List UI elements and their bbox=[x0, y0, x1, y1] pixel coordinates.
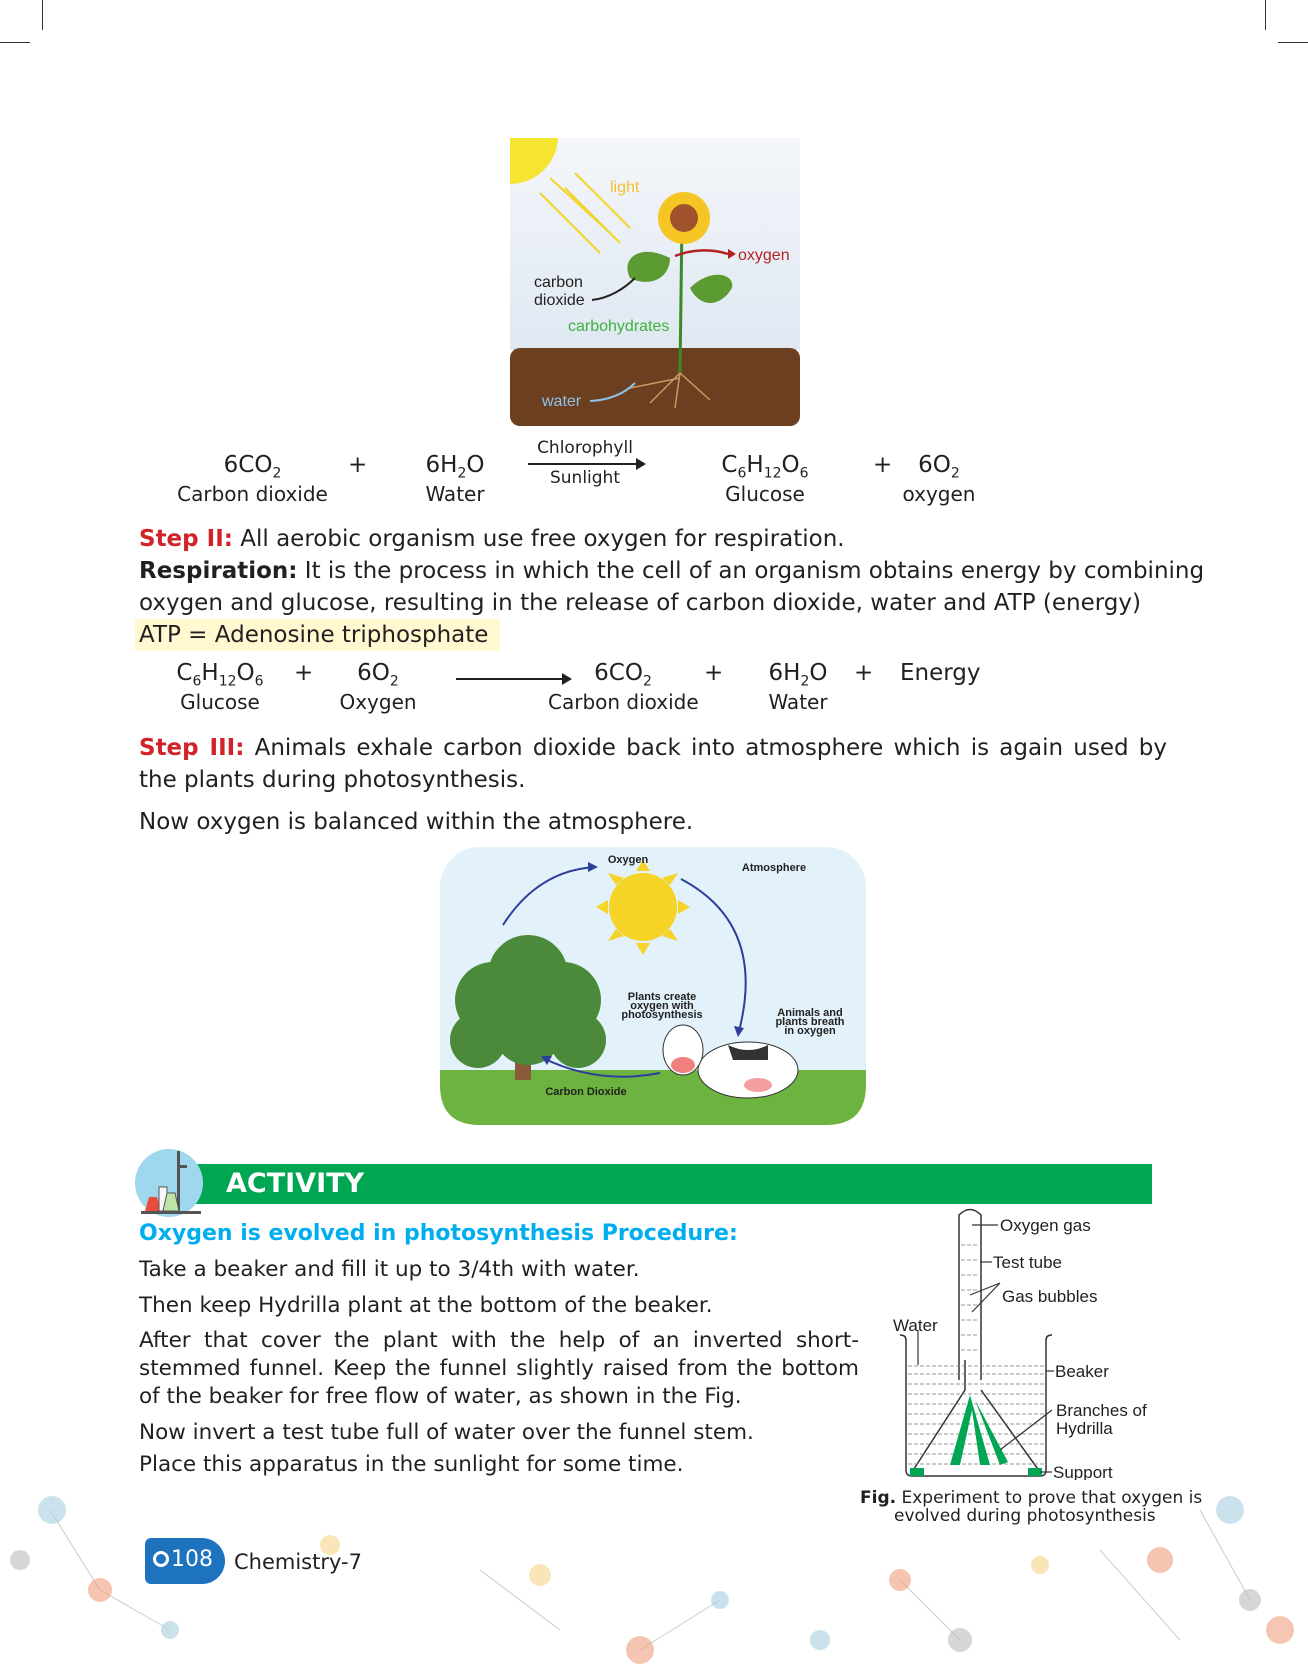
svg-text:Test tube: Test tube bbox=[993, 1253, 1062, 1272]
svg-text:carbohydrates: carbohydrates bbox=[568, 318, 670, 335]
activity-step: Take a beaker and fill it up to 3/4th with water. bbox=[139, 1257, 640, 1282]
hydrilla-experiment-diagram bbox=[880, 1200, 1180, 1480]
svg-text:light: light bbox=[610, 179, 640, 196]
eq1-plus: + bbox=[348, 452, 368, 478]
lab-flask-icon bbox=[133, 1147, 207, 1217]
eq1-arrow: Chlorophyll Sunlight bbox=[525, 438, 645, 488]
eq2-oxygen: $6O_2$ Oxygen bbox=[339, 660, 417, 714]
eq2-energy: Energy bbox=[900, 660, 981, 686]
eq1-plus: + bbox=[873, 452, 893, 478]
eq2-plus: + bbox=[854, 660, 874, 686]
svg-text:Plants createoxygen withphotos: Plants create oxygen with photosynthesis bbox=[621, 991, 703, 1021]
respiration-def: Respiration: It is the process in which the cell of an organism obtains energy by combining bbox=[139, 558, 1205, 584]
oxygen-cycle-illustration bbox=[438, 845, 868, 1127]
step-3: Step III: Animals exhale carbon dioxide back into atmosphere which is again used by the plants during photosynthesis. bbox=[139, 735, 1167, 793]
activity-step: Then keep Hydrilla plant at the bottom of the beaker. bbox=[139, 1293, 713, 1318]
svg-text:Gas bubbles: Gas bubbles bbox=[1002, 1287, 1098, 1306]
svg-text:Oxygen: Oxygen bbox=[607, 854, 649, 866]
svg-text:Atmosphere: Atmosphere bbox=[741, 862, 807, 874]
crop-mark bbox=[42, 0, 43, 30]
activity-banner bbox=[191, 1164, 1152, 1204]
activity-title: ACTIVITY bbox=[226, 1168, 365, 1199]
svg-text:Oxygen gas: Oxygen gas bbox=[1000, 1216, 1091, 1235]
atp-note: ATP = Adenosine triphosphate bbox=[135, 619, 500, 651]
eq2-plus: + bbox=[294, 660, 314, 686]
eq1-glucose: $C_6H_{12}O_6$ Glucose bbox=[721, 452, 809, 506]
photosynthesis-illustration bbox=[510, 138, 800, 428]
crop-mark bbox=[0, 42, 30, 43]
svg-text:carbon: carbon bbox=[534, 274, 583, 291]
svg-text:dioxide: dioxide bbox=[534, 292, 585, 309]
activity-step: After that cover the plant with the help of an inverted short-stemmed funnel. Keep the funnel slightly raised from the bottom of the beaker for free flow of water, as shown in the Fig. bbox=[139, 1328, 859, 1409]
eq2-glucose: $C_6H_{12}O_6$ Glucose bbox=[176, 660, 264, 714]
book-title: Chemistry-7 bbox=[234, 1550, 362, 1574]
svg-text:Beaker: Beaker bbox=[1055, 1362, 1109, 1381]
svg-text:Branches of: Branches of bbox=[1056, 1401, 1147, 1420]
svg-text:Hydrilla: Hydrilla bbox=[1056, 1419, 1113, 1438]
eq2-plus: + bbox=[704, 660, 724, 686]
svg-text:Carbon Dioxide: Carbon Dioxide bbox=[545, 1086, 627, 1098]
eq1-oxygen: $6O_2$ oxygen bbox=[902, 452, 976, 506]
spiral-icon bbox=[153, 1551, 169, 1567]
svg-text:water: water bbox=[542, 393, 582, 410]
eq1-water: $6H_2O$ Water bbox=[425, 452, 485, 506]
respiration-def-2: oxygen and glucose, resulting in the release of carbon dioxide, water and ATP (energy) bbox=[139, 590, 1141, 616]
eq2-water: $6H_2O$ Water bbox=[768, 660, 828, 714]
crop-mark bbox=[1265, 0, 1266, 30]
eq2-co2: $6CO_2$ Carbon dioxide bbox=[548, 660, 699, 714]
step-2: Step II: All aerobic organism use free oxygen for respiration. bbox=[139, 526, 845, 552]
svg-text:Animals andplants breathin oxy: Animals and plants breath in oxygen bbox=[775, 1007, 845, 1037]
activity-step: Place this apparatus in the sunlight for some time. bbox=[139, 1452, 684, 1477]
activity-subtitle: Oxygen is evolved in photosynthesis Procedure: bbox=[139, 1221, 738, 1246]
svg-text:Support: Support bbox=[1053, 1463, 1113, 1480]
page-number-badge bbox=[145, 1538, 225, 1584]
svg-text:Water: Water bbox=[893, 1316, 938, 1335]
page-number: 108 bbox=[171, 1547, 213, 1572]
svg-text:oxygen: oxygen bbox=[738, 247, 790, 264]
figure-caption: Fig. Experiment to prove that oxygen is evolved during photosynthesis bbox=[860, 1488, 1203, 1526]
crop-mark bbox=[1278, 42, 1308, 43]
balance-text: Now oxygen is balanced within the atmosphere. bbox=[139, 809, 694, 835]
activity-step: Now invert a test tube full of water over the funnel stem. bbox=[139, 1420, 754, 1445]
eq1-co2: $6CO_2$ Carbon dioxide bbox=[177, 452, 328, 506]
